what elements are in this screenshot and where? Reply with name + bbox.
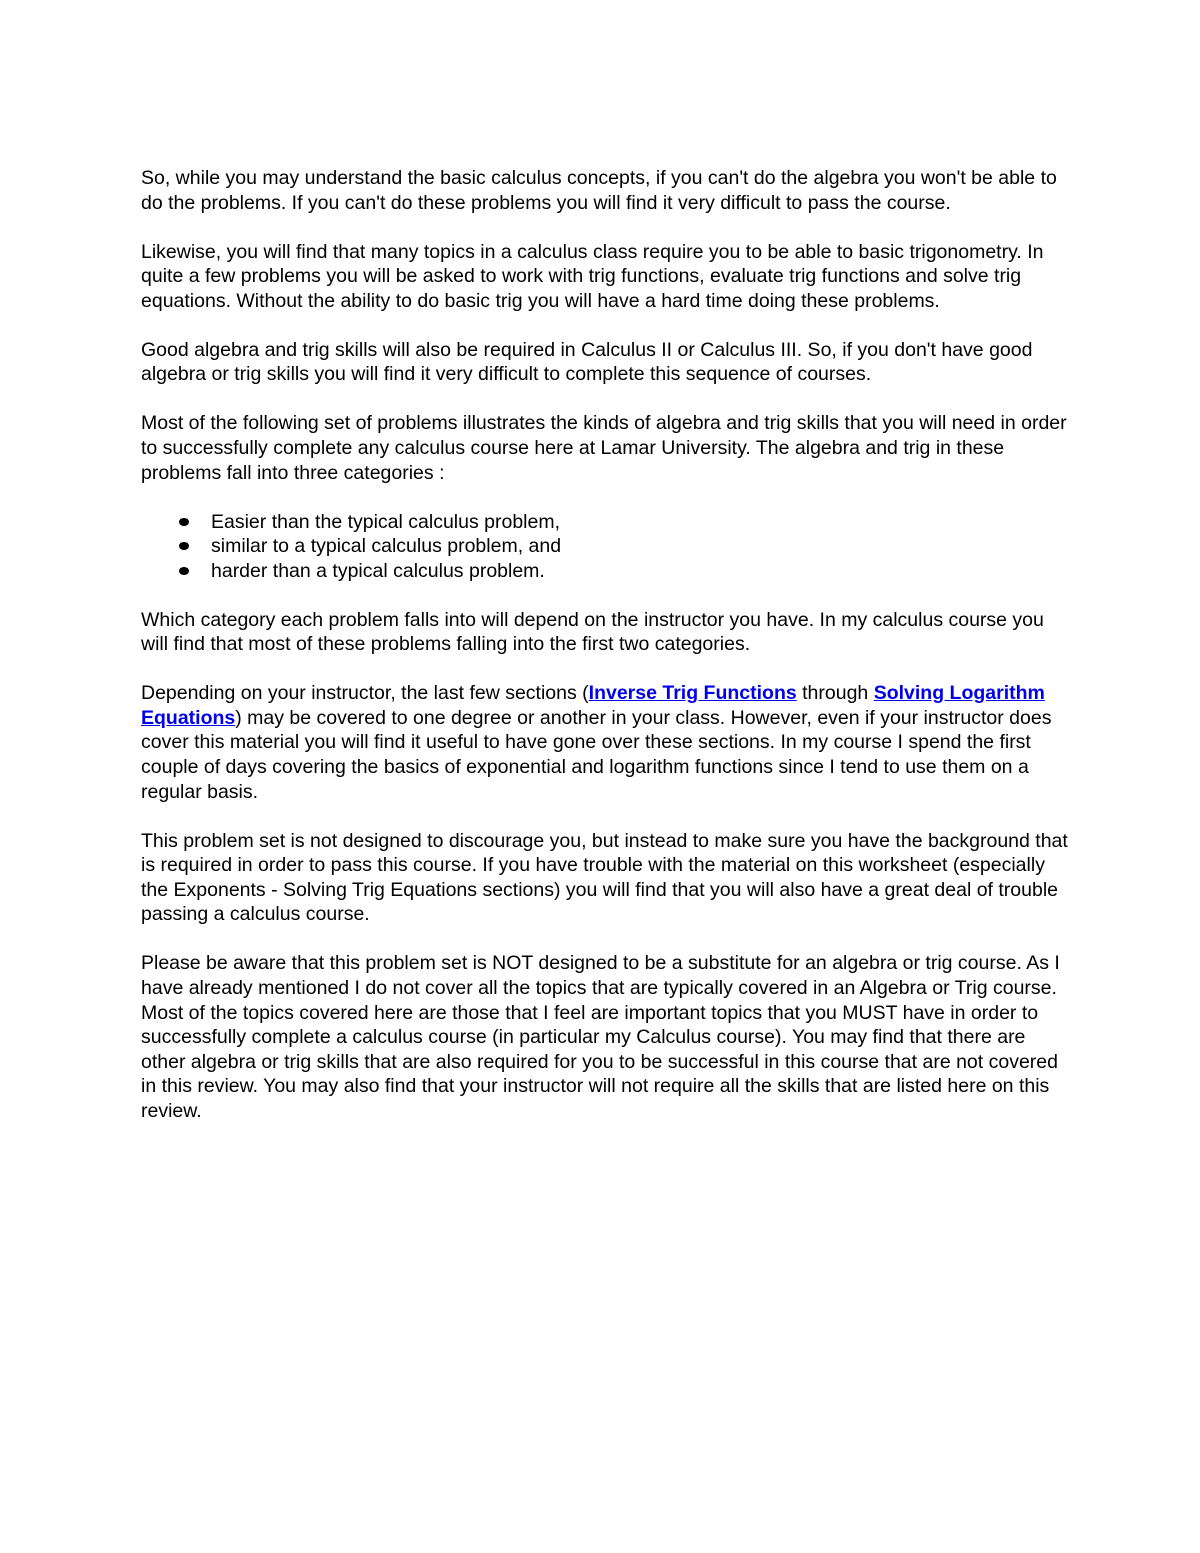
paragraph-text: ) may be covered to one degree or another in your class. However, even if your instructor does cover this material you will find it useful to have gone over these sections. In my course I spend the first couple of days covering the basics of exponential and logarithm functions since I tend to use them on a regular basis.	[141, 706, 1052, 803]
solving-logarithm-equations-link[interactable]: Solving Logarithm Equations	[141, 682, 1045, 729]
list-item	[141, 559, 1071, 584]
paragraph-last-sections	[141, 681, 1071, 804]
list-item-text: harder than a typical calculus problem.	[211, 559, 545, 582]
document-page	[141, 166, 1071, 1148]
paragraph-algebra-importance: So, while you may understand the basic calculus concepts, if you can't do the algebra you won't be able to do the problems. If you can't do these problems you will find it very difficult to pass the course.	[141, 167, 1057, 214]
paragraph-not-discourage: This problem set is not designed to discourage you, but instead to make sure you have the background that is required in order to pass this course. If you have trouble with the material on this worksheet (especially the Exponents - Solving Trig Equations sections) you will find that you will also have a great deal of trouble passing a calculus course.	[141, 829, 1068, 926]
paragraph-text: Depending on your instructor, the last few sections (	[141, 682, 589, 705]
list-item-text: similar to a typical calculus problem, and	[211, 535, 562, 558]
category-list	[141, 510, 1071, 584]
paragraph-problem-categories: Most of the following set of problems illustrates the kinds of algebra and trig skills that you will need in order to successfully complete any calculus course here at Lamar University. The algebra and trig in these problems fall into three categories :	[141, 412, 1067, 484]
list-item-text: Easier than the typical calculus problem,	[211, 510, 561, 533]
bullet-icon	[179, 518, 189, 526]
paragraph-text: through	[796, 682, 874, 705]
inverse-trig-functions-link[interactable]: Inverse Trig Functions	[588, 682, 797, 705]
paragraph-not-substitute: Please be aware that this problem set is NOT designed to be a substitute for an algebra or trig course. As I have already mentioned I do not cover all the topics that are typically covered in an Algebra or Trig course. Most of the topics covered here are those that I feel are important topics that you MUST have in order to successfully complete a calculus course (in particular my Calculus course). You may find that there are other algebra or trig skills that are also required for you to be successful in this course that are not covered in this review. You may also find that your instructor will not require all the skills that are listed here on this review.	[141, 952, 1060, 1122]
paragraph-calculus-sequence: Good algebra and trig skills will also be required in Calculus II or Calculus III. So, if you don't have good algebra or trig skills you will find it very difficult to complete this sequence of courses.	[141, 338, 1033, 386]
list-item	[141, 510, 1071, 535]
paragraph-instructor-category: Which category each problem falls into will depend on the instructor you have. In my calculus course you will find that most of these problems falling into the first two categories.	[141, 608, 1044, 656]
paragraph-trig-importance: Likewise, you will find that many topics in a calculus class require you to be able to basic trigonometry. In quite a few problems you will be asked to work with trig functions, evaluate trig functions and solve trig equations. Without the ability to do basic trig you will have a hard time doing these problems.	[141, 240, 1044, 312]
bullet-icon	[179, 567, 189, 575]
list-item	[141, 534, 1071, 559]
bullet-icon	[179, 542, 189, 550]
